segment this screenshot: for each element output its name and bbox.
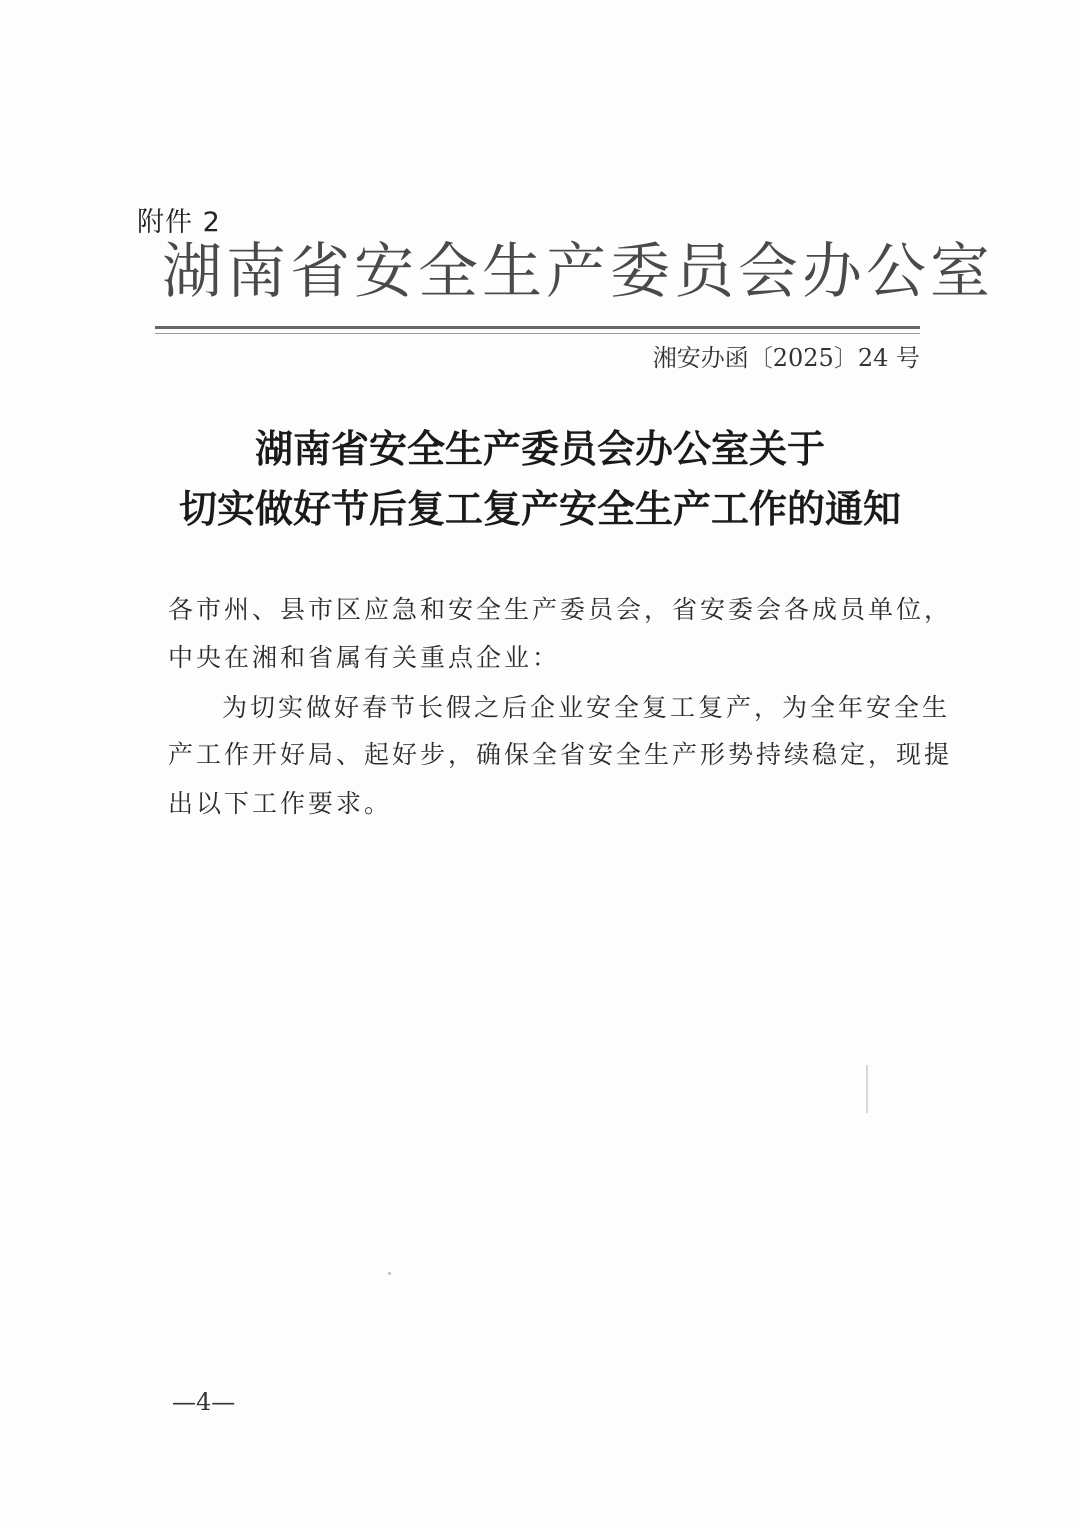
header-rule bbox=[155, 326, 920, 329]
header-rule-thin bbox=[155, 333, 920, 334]
body-line-paragraph: 为切实做好春节长假之后企业安全复工复产，为全年安全生 bbox=[222, 693, 951, 722]
document-number: 湘安办函〔2025〕24 号 bbox=[652, 344, 920, 372]
body-line-paragraph-end: 出以下工作要求。 bbox=[168, 789, 393, 818]
body-line-recipients-cont: 中央在湘和省属有关重点企业： bbox=[168, 643, 561, 672]
body-line-paragraph-cont: 产工作开好局、起好步，确保全省安全生产形势持续稳定，现提 bbox=[168, 740, 953, 769]
page-number: —4— bbox=[172, 1388, 236, 1416]
document-title-line-1: 湖南省安全生产委员会办公室关于 bbox=[254, 427, 825, 471]
issuer-header: 湖南省安全生产委员会办公室 bbox=[162, 237, 994, 307]
document-title-line-2: 切实做好节后复工复产安全生产工作的通知 bbox=[178, 487, 901, 531]
scan-artifact bbox=[388, 1272, 391, 1275]
scan-artifact bbox=[866, 1065, 868, 1113]
body-line-recipients: 各市州、县市区应急和安全生产委员会，省安委会各成员单位， bbox=[168, 595, 953, 624]
attachment-label: 附件 2 bbox=[137, 207, 221, 238]
